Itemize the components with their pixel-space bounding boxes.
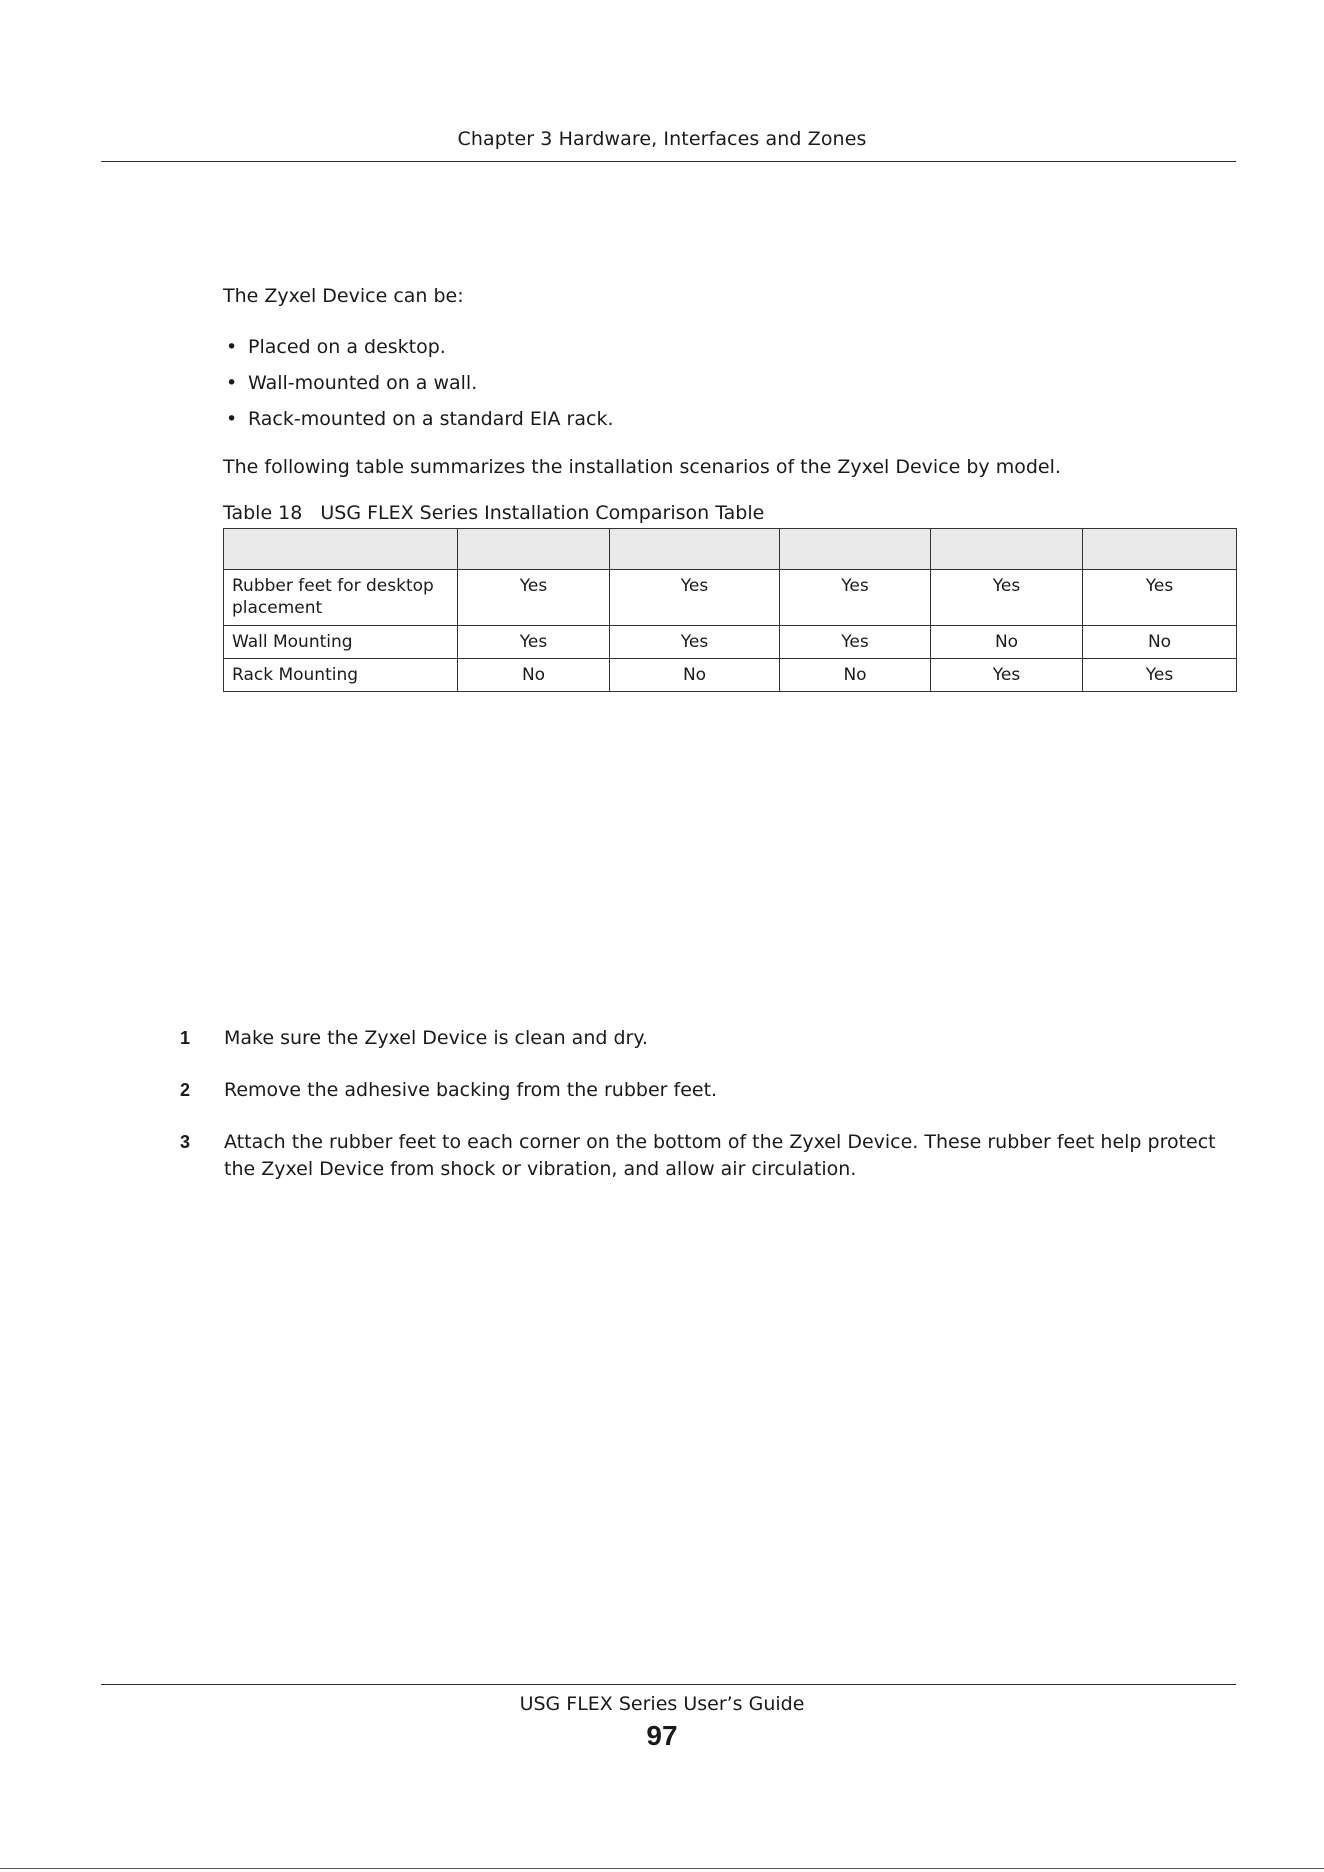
list-item — [224, 407, 613, 443]
table-cell: No — [931, 626, 1083, 659]
placement-list — [224, 335, 613, 443]
step-number: 3 — [180, 1132, 191, 1152]
list-item — [224, 371, 613, 407]
table-row — [224, 570, 1237, 626]
table-header-cell — [610, 529, 780, 570]
step-text: Attach the rubber feet to each corner on the bottom of the Zyxel Device. These rubber feet help protect the Zyxel Device from shock or vibration, and allow air circulation. — [224, 1131, 1216, 1180]
table-header-cell — [780, 529, 931, 570]
table-header-cell — [1083, 529, 1237, 570]
page-number: 97 — [646, 1720, 678, 1751]
bullet-icon: • — [226, 408, 238, 430]
row-label: Wall Mounting — [224, 626, 458, 659]
list-item-text: Rack-mounted on a standard EIA rack. — [248, 408, 614, 430]
footer-title: USG FLEX Series User’s Guide — [519, 1693, 805, 1715]
table-cell: Yes — [931, 570, 1083, 626]
table-header-cell — [931, 529, 1083, 570]
installation-steps — [180, 1025, 1240, 1208]
table-cell: No — [1083, 626, 1237, 659]
installation-comparison-table — [223, 528, 1237, 692]
list-item — [224, 335, 613, 371]
table-cell: Yes — [1083, 659, 1237, 692]
table-cell: Yes — [610, 626, 780, 659]
table-cell: Yes — [458, 570, 610, 626]
step-number: 1 — [180, 1028, 191, 1048]
row-label: Rubber feet for desktop placement — [224, 570, 458, 626]
table-header-row — [224, 529, 1237, 570]
table-caption-title: USG FLEX Series Installation Comparison Table — [320, 502, 765, 524]
table-cell: Yes — [1083, 570, 1237, 626]
page-edge — [0, 1868, 1324, 1869]
summary-text: The following table summarizes the installation scenarios of the Zyxel Device by model. — [223, 456, 1061, 478]
table-header-cell — [224, 529, 458, 570]
table-cell: Yes — [780, 626, 931, 659]
row-label: Rack Mounting — [224, 659, 458, 692]
table-cell: No — [610, 659, 780, 692]
intro-text: The Zyxel Device can be: — [223, 285, 464, 307]
table-cell: Yes — [458, 626, 610, 659]
bullet-icon: • — [226, 372, 238, 394]
table-row — [224, 659, 1237, 692]
step-item — [180, 1077, 1240, 1104]
table-row — [224, 626, 1237, 659]
bullet-icon: • — [226, 336, 238, 358]
table-cell: Yes — [931, 659, 1083, 692]
table-cell: No — [458, 659, 610, 692]
table-caption — [223, 502, 764, 524]
list-item-text: Placed on a desktop. — [248, 336, 446, 358]
table-cell: Yes — [610, 570, 780, 626]
step-number: 2 — [180, 1080, 191, 1100]
header-divider — [101, 161, 1236, 162]
step-text: Make sure the Zyxel Device is clean and dry. — [224, 1027, 648, 1049]
footer-divider — [101, 1684, 1236, 1685]
chapter-header: Chapter 3 Hardware, Interfaces and Zones — [457, 128, 867, 150]
list-item-text: Wall-mounted on a wall. — [248, 372, 478, 394]
table-cell: No — [780, 659, 931, 692]
step-item — [180, 1129, 1240, 1183]
step-item — [180, 1025, 1240, 1052]
step-text: Remove the adhesive backing from the rubber feet. — [224, 1079, 718, 1101]
table-caption-number: Table 18 — [223, 502, 303, 524]
table-header-cell — [458, 529, 610, 570]
table-cell: Yes — [780, 570, 931, 626]
